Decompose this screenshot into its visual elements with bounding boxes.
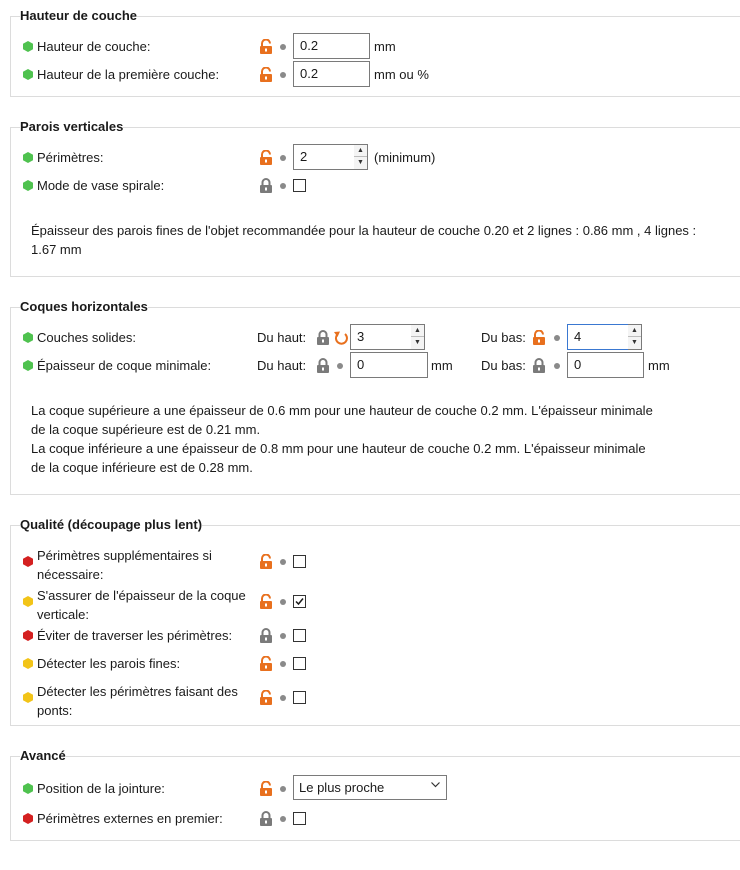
row-thin-walls xyxy=(11,652,740,676)
row-layer-height xyxy=(11,35,740,59)
locked-padlock-icon[interactable] xyxy=(259,178,273,194)
seam-position-select[interactable] xyxy=(293,775,447,800)
unlocked-padlock-icon[interactable] xyxy=(259,554,273,570)
label: Couches solides: xyxy=(37,330,136,345)
info-line: de la coque inférieure est de 0.28 mm. xyxy=(31,460,253,475)
chevron-down-icon xyxy=(431,782,440,788)
unlocked-padlock-icon[interactable] xyxy=(259,594,273,610)
unit: mm xyxy=(374,39,396,54)
checkmark-icon xyxy=(294,596,305,607)
unit: mm ou % xyxy=(374,67,429,82)
external-perimeters-first-checkbox[interactable] xyxy=(293,812,306,825)
solid-bottom-layers-input[interactable]: 4 xyxy=(567,324,629,350)
info-line: La coque supérieure a une épaisseur de 0.6 mm pour une hauteur de couche 0.2 mm. L'épaisseur minimale xyxy=(31,403,653,418)
yellow-hexagon-icon xyxy=(23,692,33,703)
row-avoid-crossing-perimeters xyxy=(11,624,740,648)
bullet-icon xyxy=(337,363,343,369)
overhangs-checkbox[interactable] xyxy=(293,691,306,704)
row-min-shell-thickness xyxy=(11,354,740,378)
bullet-icon xyxy=(554,363,560,369)
bullet-icon xyxy=(280,695,286,701)
row-extra-perimeters xyxy=(11,548,740,582)
row-perimeters xyxy=(11,146,740,170)
label: Hauteur de la première couche: xyxy=(37,67,220,82)
group-title: Qualité (découpage plus lent) xyxy=(20,517,203,532)
label: Éviter de traverser les périmètres: xyxy=(37,628,233,643)
label: Hauteur de couche: xyxy=(37,39,151,54)
locked-padlock-icon[interactable] xyxy=(316,358,330,374)
spiral-vase-checkbox[interactable] xyxy=(293,179,306,192)
bullet-icon xyxy=(280,816,286,822)
group-title: Coques horizontales xyxy=(20,299,148,314)
green-hexagon-icon xyxy=(23,783,33,794)
spin-down-icon[interactable]: ▼ xyxy=(631,339,638,346)
first-layer-height-input[interactable]: 0.2 xyxy=(293,61,370,87)
spin-down-icon[interactable]: ▼ xyxy=(414,339,421,346)
solid-bottom-spinner[interactable] xyxy=(628,324,642,350)
solid-top-spinner[interactable] xyxy=(411,324,425,350)
group-title: Parois verticales xyxy=(20,119,124,134)
selected-value: Le plus proche xyxy=(299,780,385,795)
label: Position de la jointure: xyxy=(37,781,165,796)
row-first-layer-height xyxy=(11,63,740,87)
bullet-icon xyxy=(280,72,286,78)
label: Détecter les parois fines: xyxy=(37,656,181,671)
unlocked-padlock-icon[interactable] xyxy=(259,67,273,83)
bullet-icon xyxy=(280,155,286,161)
red-hexagon-icon xyxy=(23,630,33,641)
row-spiral-vase xyxy=(11,174,740,198)
group-title: Avancé xyxy=(20,748,66,763)
label: Épaisseur de coque minimale: xyxy=(37,358,212,373)
extra-perimeters-checkbox[interactable] xyxy=(293,555,306,568)
min-bottom-thickness-input[interactable]: 0 xyxy=(567,352,644,378)
group-horizontal-shells xyxy=(10,299,740,495)
group-quality xyxy=(10,517,740,726)
spin-up-icon[interactable]: ▲ xyxy=(628,325,641,337)
info-thin-walls: Épaisseur des parois fines de l'objet recommandée pour la hauteur de couche 0.20 et 2 lignes : 0.86 mm , 4 lignes : 1.67 mm xyxy=(31,223,697,257)
info-line: de la coque supérieure est de 0.21 mm. xyxy=(31,422,261,437)
perimeters-input[interactable]: 2 xyxy=(293,144,355,170)
bullet-icon xyxy=(280,559,286,565)
bullet-icon xyxy=(280,786,286,792)
label: Périmètres supplémentaires si nécessaire: xyxy=(37,548,212,582)
unlocked-padlock-icon[interactable] xyxy=(532,330,546,346)
bottom-label: Du bas: xyxy=(481,330,526,345)
spin-up-icon[interactable]: ▲ xyxy=(354,145,367,157)
green-hexagon-icon xyxy=(23,332,33,343)
thin-walls-checkbox[interactable] xyxy=(293,657,306,670)
group-advanced xyxy=(10,748,740,841)
unlocked-padlock-icon[interactable] xyxy=(259,690,273,706)
spin-up-icon[interactable]: ▲ xyxy=(411,325,424,337)
row-solid-layers xyxy=(11,326,740,350)
avoid-crossing-perimeters-checkbox[interactable] xyxy=(293,629,306,642)
solid-top-layers-input[interactable]: 3 xyxy=(350,324,412,350)
yellow-hexagon-icon xyxy=(23,658,33,669)
green-hexagon-icon xyxy=(23,152,33,163)
bullet-icon xyxy=(280,183,286,189)
label: Périmètres: xyxy=(37,150,104,165)
group-title: Hauteur de couche xyxy=(20,8,138,23)
label: Détecter les périmètres faisant des ponts: xyxy=(37,684,238,718)
red-hexagon-icon xyxy=(23,813,33,824)
top-label: Du haut: xyxy=(257,330,307,345)
green-hexagon-icon xyxy=(23,360,33,371)
bullet-icon xyxy=(280,599,286,605)
top-label: Du haut: xyxy=(257,358,307,373)
red-hexagon-icon xyxy=(23,556,33,567)
unit: (minimum) xyxy=(374,150,436,165)
yellow-hexagon-icon xyxy=(23,596,33,607)
bullet-icon xyxy=(280,661,286,667)
layer-height-input[interactable]: 0.2 xyxy=(293,33,370,59)
unit: mm xyxy=(431,358,453,373)
perimeters-spinner[interactable] xyxy=(354,144,368,170)
row-overhangs xyxy=(11,684,740,718)
label: Mode de vase spirale: xyxy=(37,178,165,193)
bottom-label: Du bas: xyxy=(481,358,526,373)
group-layer-height xyxy=(10,8,740,97)
label: Périmètres externes en premier: xyxy=(37,811,223,826)
undo-arrow-icon[interactable] xyxy=(333,330,348,346)
unit: mm xyxy=(648,358,670,373)
locked-padlock-icon[interactable] xyxy=(316,330,330,346)
unlocked-padlock-icon[interactable] xyxy=(259,781,273,797)
label: S'assurer de l'épaisseur de la coque verticale: xyxy=(37,588,246,622)
unlocked-padlock-icon[interactable] xyxy=(259,656,273,672)
row-ensure-vertical-shell xyxy=(11,588,740,622)
unlocked-padlock-icon[interactable] xyxy=(259,150,273,166)
ensure-vertical-shell-checkbox[interactable] xyxy=(293,595,306,608)
info-line: La coque inférieure a une épaisseur de 0.8 mm pour une hauteur de couche 0.2 mm. L'épaisseur minimale xyxy=(31,441,646,456)
row-external-perimeters-first xyxy=(11,807,740,831)
locked-padlock-icon[interactable] xyxy=(259,628,273,644)
group-vertical-shells xyxy=(10,119,740,277)
locked-padlock-icon[interactable] xyxy=(532,358,546,374)
unlocked-padlock-icon[interactable] xyxy=(259,39,273,55)
bullet-icon xyxy=(554,335,560,341)
row-seam-position xyxy=(11,777,740,801)
green-hexagon-icon xyxy=(23,180,33,191)
green-hexagon-icon xyxy=(23,69,33,80)
green-hexagon-icon xyxy=(23,41,33,52)
spin-down-icon[interactable]: ▼ xyxy=(357,159,364,166)
bullet-icon xyxy=(280,44,286,50)
locked-padlock-icon[interactable] xyxy=(259,811,273,827)
info-shell-thickness xyxy=(31,401,731,477)
min-top-thickness-input[interactable]: 0 xyxy=(350,352,428,378)
bullet-icon xyxy=(280,633,286,639)
